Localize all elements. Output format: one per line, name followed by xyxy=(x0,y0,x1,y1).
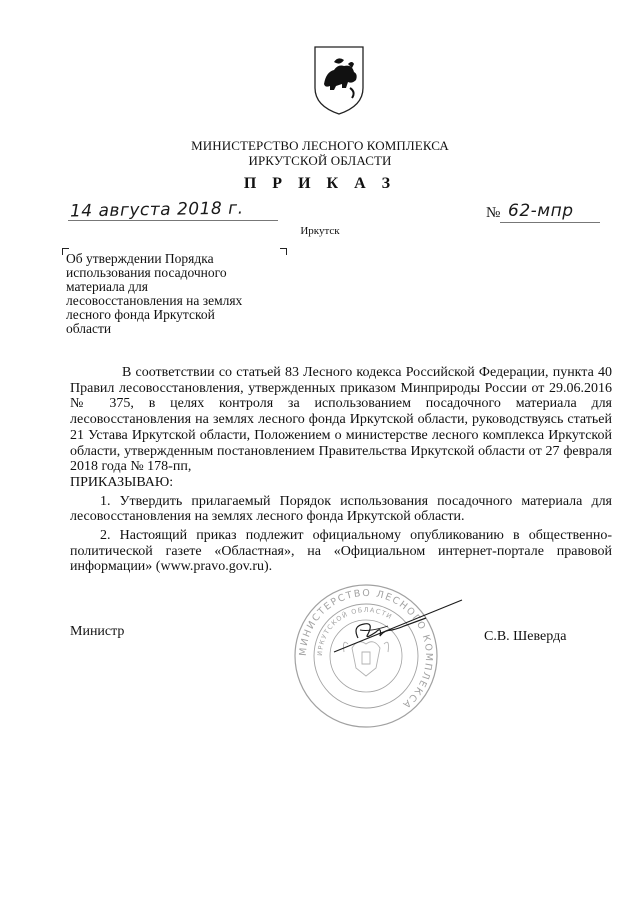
ministry-name xyxy=(0,138,640,168)
order-item-1: 1. Утвердить прилагаемый Порядок использования посадочного материала для лесовосстановления на землях лесного фонда Иркутской области. xyxy=(70,493,612,525)
preamble-paragraph: В соответствии со статьей 83 Лесного кодекса Российской Федерации, пункта 40 Правил лесовосстановления, утвержденных приказом Минприроды России от 29.06.2016 № 375, в целях контроля за использованием посадочного материала для лесовосстановления на землях лесного фонда Иркутской области, руководствуясь статьей 21 Устава Иркутской области, Положением о министерстве лесного комплекса Иркутской области, утвержденным постановлением Правительства Иркутской области от 27 февраля 2018 года № 178-пп, xyxy=(70,365,612,475)
order-item-2: 2. Настоящий приказ подлежит официальному опубликованию в общественно-политической газете «Областная», на «Официальном интернет-портале правовой информации» (www.pravo.gov.ru). xyxy=(70,528,612,575)
subject-line: использования посадочного xyxy=(66,265,227,280)
order-number: 62-мпр xyxy=(508,201,574,221)
subject-line: области xyxy=(66,321,112,336)
subject-line: лесовосстановления на землях xyxy=(66,293,243,308)
subject-line: материала для xyxy=(66,279,148,294)
signatory-position: Министр xyxy=(70,624,125,639)
ministry-line-2: ИРКУТСКОЙ ОБЛАСТИ xyxy=(248,153,392,168)
order-date: 14 августа 2018 г. xyxy=(69,198,244,222)
seal-inner-text: ИРКУТСКОЙ ОБЛАСТИ xyxy=(315,605,394,657)
seal-outer-text: МИНИСТЕРСТВО ЛЕСНОГО КОМПЛЕКСА xyxy=(297,587,435,711)
order-word: ПРИКАЗЫВАЮ: xyxy=(70,474,174,490)
signatory-name: С.В. Шеверда xyxy=(484,629,567,644)
number-sign: № xyxy=(486,205,501,221)
date-underline xyxy=(68,220,278,221)
number-underline xyxy=(500,222,600,223)
order-city: Иркутск xyxy=(300,225,340,237)
order-body xyxy=(70,365,612,575)
subject-line: Об утверждении Порядка xyxy=(66,251,214,266)
subject-line: лесного фонда Иркутской xyxy=(66,307,215,322)
order-subject xyxy=(66,252,292,336)
order-title: П Р И К А З xyxy=(243,175,397,192)
coat-of-arms-icon xyxy=(312,44,366,116)
handwritten-signature xyxy=(330,596,470,656)
ministry-line-1: МИНИСТЕРСТВО ЛЕСНОГО КОМПЛЕКСА xyxy=(191,138,449,153)
